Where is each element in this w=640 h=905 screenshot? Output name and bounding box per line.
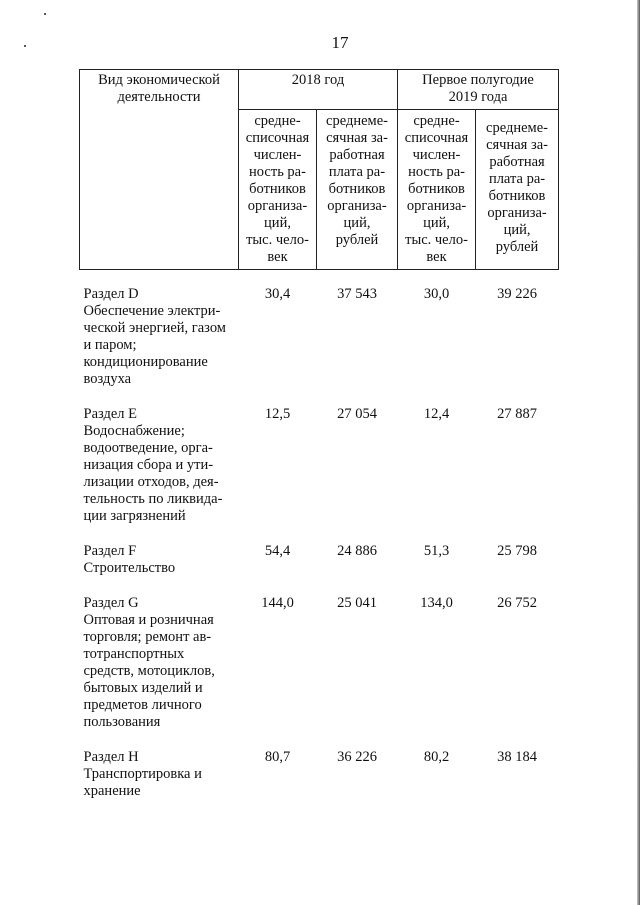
employees-2019-value: 80,2 (423, 749, 450, 765)
salary-statistics-table (79, 69, 559, 800)
table-row (80, 749, 559, 800)
activity-name: Раздел H Транспортировка и хранение (83, 749, 202, 799)
header-activity: Вид экономической деятельности (80, 70, 239, 270)
activity-name: Раздел F Строительство (83, 543, 176, 576)
employees-2018-value: 54,4 (264, 543, 291, 559)
employees-2018-value: 144,0 (261, 595, 294, 611)
table-row (80, 406, 559, 543)
salary-2018-value: 27 054 (337, 406, 377, 422)
header-period-h1-2019: Первое полугодие 2019 года (398, 70, 559, 110)
salary-2018-value: 25 041 (337, 595, 377, 611)
activity-name: Раздел E Водоснабжение; водоотведение, орга- низация сбора и ути- лизации отходов, дея- тельность по ликвида- ции загрязнений (83, 406, 223, 524)
scan-speck (44, 13, 46, 15)
employees-2019-value: 30,0 (423, 286, 450, 302)
header-period-2018: 2018 год (239, 70, 398, 110)
salary-2019-value: 25 798 (497, 543, 537, 559)
activity-name: Раздел D Обеспечение электри- ческой энергией, газом и паром; кондиционирование воздуха (83, 286, 226, 387)
salary-2018-value: 37 543 (337, 286, 377, 302)
table-row (80, 595, 559, 749)
salary-2019-value: 38 184 (497, 749, 537, 765)
salary-2019-value: 39 226 (497, 286, 537, 302)
page-number: 17 (331, 33, 349, 52)
employees-2018-value: 30,4 (264, 286, 291, 302)
activity-name: Раздел G Оптовая и розничная торговля; ремонт ав- тотранспортных средств, мотоциклов, бытовых изделий и предметов личного пользования (83, 595, 215, 730)
salary-2019-value: 27 887 (497, 406, 537, 422)
salary-2018-value: 24 886 (337, 543, 377, 559)
header-salary-2018: среднеме- сячная за- работная плата ра- ботников организа- ций, рублей (317, 110, 398, 270)
employees-2019-value: 134,0 (420, 595, 453, 611)
table-row (80, 286, 559, 406)
employees-2019-value: 51,3 (423, 543, 450, 559)
table-header (80, 70, 559, 270)
header-employees-2018: средне- списочная числен- ность ра- ботников организа- ций, тыс. чело- век (239, 110, 317, 270)
salary-2018-value: 36 226 (337, 749, 377, 765)
salary-2019-value: 26 752 (497, 595, 537, 611)
employees-2018-value: 80,7 (264, 749, 291, 765)
header-salary-2019: среднеме- сячная за- работная плата ра- ботников организа- ций, рублей (476, 110, 559, 270)
header-employees-2019: средне- списочная числен- ность ра- ботников организа- ций, тыс. чело- век (398, 110, 476, 270)
table-body (80, 270, 559, 801)
employees-2018-value: 12,5 (264, 406, 291, 422)
employees-2019-value: 12,4 (423, 406, 450, 422)
table-row (80, 543, 559, 595)
